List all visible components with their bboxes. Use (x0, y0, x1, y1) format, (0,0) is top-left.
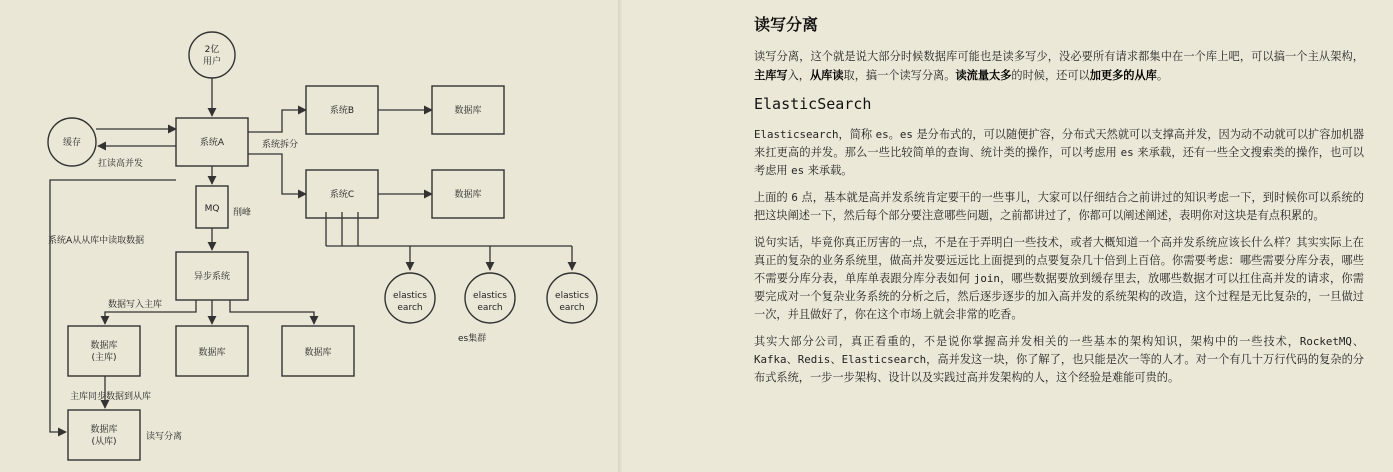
label-es-cluster: es集群 (458, 334, 487, 344)
heading-elasticsearch: ElasticSearch (754, 95, 872, 113)
heading-read-write-split: 读写分离 (754, 15, 819, 34)
db-slave-label-1: 数据库 (90, 425, 118, 435)
paragraph-six-points: 上面的 6 点，基本就是高并发系统肯定要干的一些事儿，大家可以仔细结合之前讲过的知识考虑一下，到时候你可以系统的把这块阐述一下，然后每个部分要注意哪些问题，之前都讲过了，你都可以阐述阐述，表明你对这块是有点积累的。 (754, 191, 1364, 222)
cache-label: 缓存 (62, 138, 82, 148)
es-node-1-label-2: earch (397, 303, 423, 313)
system-c-label: 系统C (329, 190, 355, 200)
db-mid-label: 数据库 (198, 348, 226, 358)
paragraph-companies: 其实大部分公司，真正看重的，不是说你掌握高并发相关的一些基本的架构知识，架构中的一些技术，RocketMQ、Kafka、Redis、Elasticsearch，高并发这一块，你了解了，也只能是次一等的人才。对一个有几十万行代码的复杂的分布式系统，一步一步架构、设计以及实践过高并发架构的人，这个经验是难能可贵的。 (754, 335, 1364, 384)
db-slave-node (68, 410, 140, 460)
db-right-label: 数据库 (304, 348, 332, 358)
db-slave-label-2: (从库) (91, 437, 117, 447)
db-b-label: 数据库 (454, 106, 482, 116)
mq-label: MQ (204, 204, 220, 214)
users-label-1: 2亿 (204, 45, 220, 55)
db-master-label-2: (主库) (91, 353, 117, 363)
paragraph-real-talk: 说句实话，毕竟你真正厉害的一点，不是在于弄明白一些技术，或者大概知道一个高并发系统应该长什么样？其实实际上在真正的复杂的业务系统里，做高并发要远远比上面提到的点要复杂几十倍到上百倍。你需要考虑：哪些需要分库分表，哪些不需要分库分表，单库单表跟分库分表如何 join，哪些数据要放到缓存里去，放哪些数据才可以扛住高并发的请求，你需要完成对一个复杂业务系统的分析之后，然后逐步逐步的加入高并发的系统架构的改造，这个过程是无比复杂的，一旦做过一次，并且做好了，你在这个市场上就会非常的吃香。 (754, 236, 1364, 321)
es-node-3-label-2: earch (559, 303, 585, 313)
left-page (0, 0, 618, 472)
label-read-from-slave: 系统A从从库中读取数据 (48, 236, 145, 246)
system-b-label: 系统B (329, 106, 355, 116)
es-node-2-label-2: earch (477, 303, 503, 313)
architecture-diagram (0, 0, 618, 472)
paragraph-elasticsearch: Elasticsearch，简称 es。es 是分布式的，可以随便扩容，分布式天然就可以支撑高并发，因为动不动就可以扩容加机器来扛更高的并发。那么一些比较简单的查询、统计类的操作，可以考虑用 es 来承载，还有一些全文搜索类的操作，也可以考虑用 es 来承载。 (754, 128, 1365, 177)
label-write-master: 数据写入主库 (108, 300, 163, 310)
label-cache-concurrency: 扛读高并发 (98, 159, 144, 169)
users-node (189, 32, 235, 78)
db-master-label-1: 数据库 (90, 341, 118, 351)
label-sync-master-slave: 主库同步数据到从库 (70, 392, 152, 402)
right-page (622, 0, 1393, 472)
es-node-3-label-1: elastics (555, 291, 589, 301)
paragraph-read-write-split: 读写分离，这个就是说大部分时候数据库可能也是读多写少，没必要所有请求都集中在一个库上吧，可以搞一个主从架构，主库写入，从库读取，搞一个读写分离。读流量太多的时候，还可以加更多的从库。 (754, 50, 1364, 82)
es-node-2-label-1: elastics (473, 291, 507, 301)
db-master-node (68, 326, 140, 376)
article-content (754, 14, 1364, 387)
system-a-label: 系统A (199, 138, 225, 148)
users-label-2: 用户 (202, 57, 222, 67)
es-node-1-label-1: elastics (393, 291, 427, 301)
label-rw-split: 读写分离 (146, 432, 183, 442)
label-peak-shaving: 削峰 (233, 208, 252, 218)
async-system-label: 异步系统 (193, 272, 231, 282)
db-c-label: 数据库 (454, 190, 482, 200)
label-system-split: 系统拆分 (262, 140, 299, 150)
